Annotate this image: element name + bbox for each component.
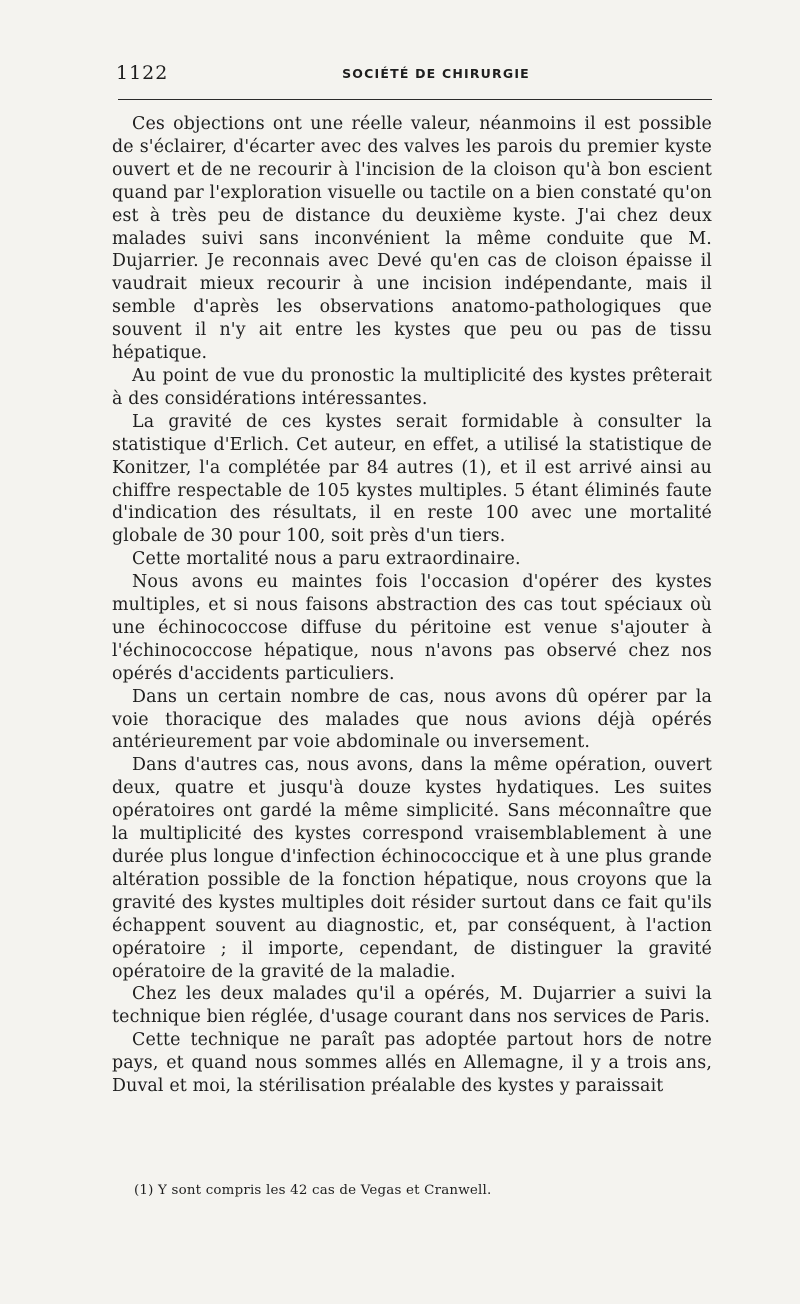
paragraph: Nous avons eu maintes fois l'occasion d'opérer des kystes multiples, et si nous faisons abstraction des cas tout spéciaux où une échinococcose diffuse du péritoine est venue s'ajouter à l'échinococcose hépatique, nous n'avons pas observé chez nos opérés d'accidents particuliers.: [112, 572, 712, 684]
footnote: (1) Y sont compris les 42 cas de Vegas et Cranwell.: [134, 1183, 492, 1198]
paragraph: Dans un certain nombre de cas, nous avons dû opérer par la voie thoracique des malades que nous avions déjà opérés antérieurement par voie abdominale ou inversement.: [112, 686, 712, 753]
paragraph: Dans d'autres cas, nous avons, dans la même opération, ouvert deux, quatre et jusqu'à douze kystes hydatiques. Les suites opératoires ont gardé la même simplicité. Sans méconnaître que la multiplicité des kystes correspond vraisemblablement à une durée plus longue d'infection échinococcique et à une plus grande altération possible de la fonction hépatique, nous croyons que la gravité des kystes multiples doit résider surtout dans ce fait qu'ils échappent souvent au diagnostic, et, par conséquent, à l'action opératoire ; il importe, cependant, de distinguer la gravité opératoire de la gravité de la maladie.: [112, 755, 712, 982]
paragraph: Chez les deux malades qu'il a opérés, M. Dujarrier a suivi la technique bien réglée, d'usage courant dans nos services de Paris.: [112, 984, 712, 1028]
page-number: 1122: [116, 62, 169, 84]
paragraph: La gravité de ces kystes serait formidable à consulter la statistique d'Erlich. Cet auteur, en effet, a utilisé la statistique de Konitzer, l'a complétée par 84 autres (1), et il est arrivé ainsi au chiffre respectable de 105 kystes multiples. 5 étant éliminés faute d'indication des résultats, il en reste 100 avec une mortalité globale de 30 pour 100, soit près d'un tiers.: [112, 411, 712, 547]
paragraph: Cette mortalité nous a paru extraordinaire.: [132, 549, 521, 570]
body-text: [112, 113, 712, 1098]
paragraph: Au point de vue du pronostic la multiplicité des kystes prêterait à des considérations intéressantes.: [112, 365, 712, 409]
page-header: [116, 60, 712, 88]
running-head: SOCIÉTÉ DE CHIRURGIE: [342, 66, 530, 81]
paragraph: Cette technique ne paraît pas adoptée partout hors de notre pays, et quand nous sommes allés en Allemagne, il y a trois ans, Duval et moi, la stérilisation préalable des kystes y paraissait: [112, 1030, 712, 1097]
header-rule: [118, 99, 712, 100]
paragraph: Ces objections ont une réelle valeur, néanmoins il est possible de s'éclairer, d'écarter avec des valves les parois du premier kyste ouvert et de ne recourir à l'incision de la cloison qu'à bon escient quand par l'exploration visuelle ou tactile on a bien constaté qu'on est à très peu de distance du deuxième kyste. J'ai chez deux malades suivi sans inconvénient la même conduite que M. Dujarrier. Je reconnais avec Devé qu'en cas de cloison épaisse il vaudrait mieux recourir à une incision indépendante, mais il semble d'après les observations anatomo-pathologiques que souvent il n'y ait entre les kystes que peu ou pas de tissu hépatique.: [112, 114, 712, 364]
